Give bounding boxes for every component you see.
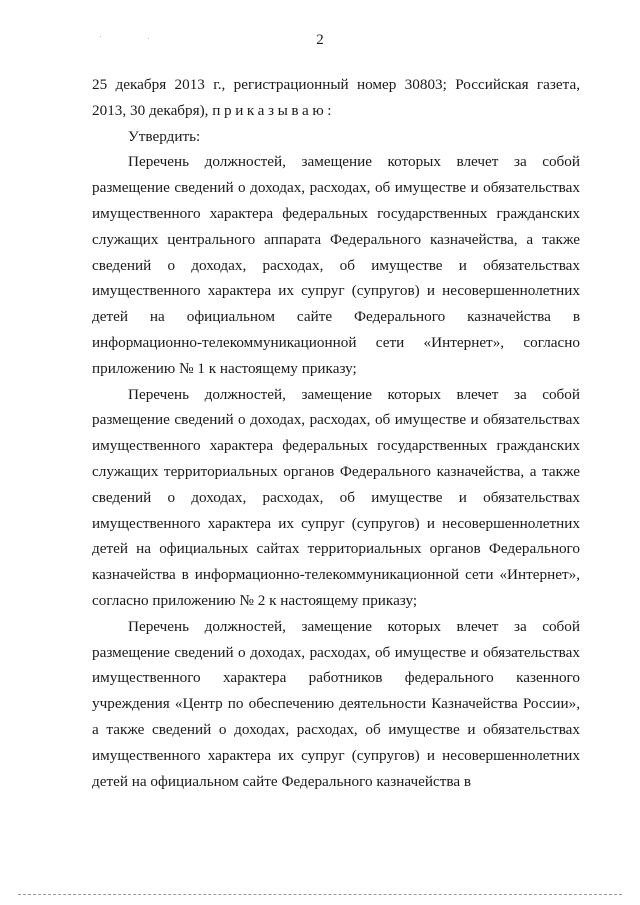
scan-edge-line	[18, 894, 622, 895]
order-keyword: приказываю:	[212, 101, 336, 119]
paragraph-list-2: Перечень должностей, замещение которых влечет за собой размещение сведений о доходах, расходах, об имуществе и обязательствах имущественного характера федеральных государственных гражданских служащих территориальных органов Федерального казначейства, а также сведений о доходах, расходах, об имуществе и обязательствах имущественного характера их супруг (супругов) и несовершеннолетних детей на официальных сайтах территориальных органов Федерального казначейства в информационно-телекоммуникационной сети «Интернет», согласно приложению № 2 к настоящему приказу;	[92, 385, 580, 609]
scan-speck	[100, 36, 101, 37]
document-body	[92, 72, 580, 794]
page-number: 2	[316, 32, 324, 48]
paragraph-list-3: Перечень должностей, замещение которых влечет за собой размещение сведений о доходах, расходах, об имуществе и обязательствах имущественного характера работников федерального казенного учреждения «Центр по обеспечению деятельности Казначейства России», а также сведений о доходах, расходах, об имуществе и обязательствах имущественного характера их супруг (супругов) и несовершеннолетних детей на официальном сайте Федерального казначейства в	[92, 617, 580, 790]
paragraph-list-1: Перечень должностей, замещение которых влечет за собой размещение сведений о доходах, расходах, об имуществе и обязательствах имущественного характера федеральных государственных гражданских служащих центрального аппарата Федерального казначейства, а также сведений о доходах, расходах, об имуществе и обязательствах имущественного характера их супруг (супругов) и несовершеннолетних детей на официальном сайте Федерального казначейства в информационно-телекоммуникационной сети «Интернет», согласно приложению № 1 к настоящему приказу;	[92, 153, 580, 377]
continuation-text: 25 декабря 2013 г., регистрационный номер 30803; Российская газета, 2013, 30 декабря),	[92, 76, 580, 119]
scan-speck	[148, 38, 149, 39]
paragraph-approve: Утвердить:	[128, 127, 201, 145]
paragraph-continuation	[92, 72, 580, 124]
